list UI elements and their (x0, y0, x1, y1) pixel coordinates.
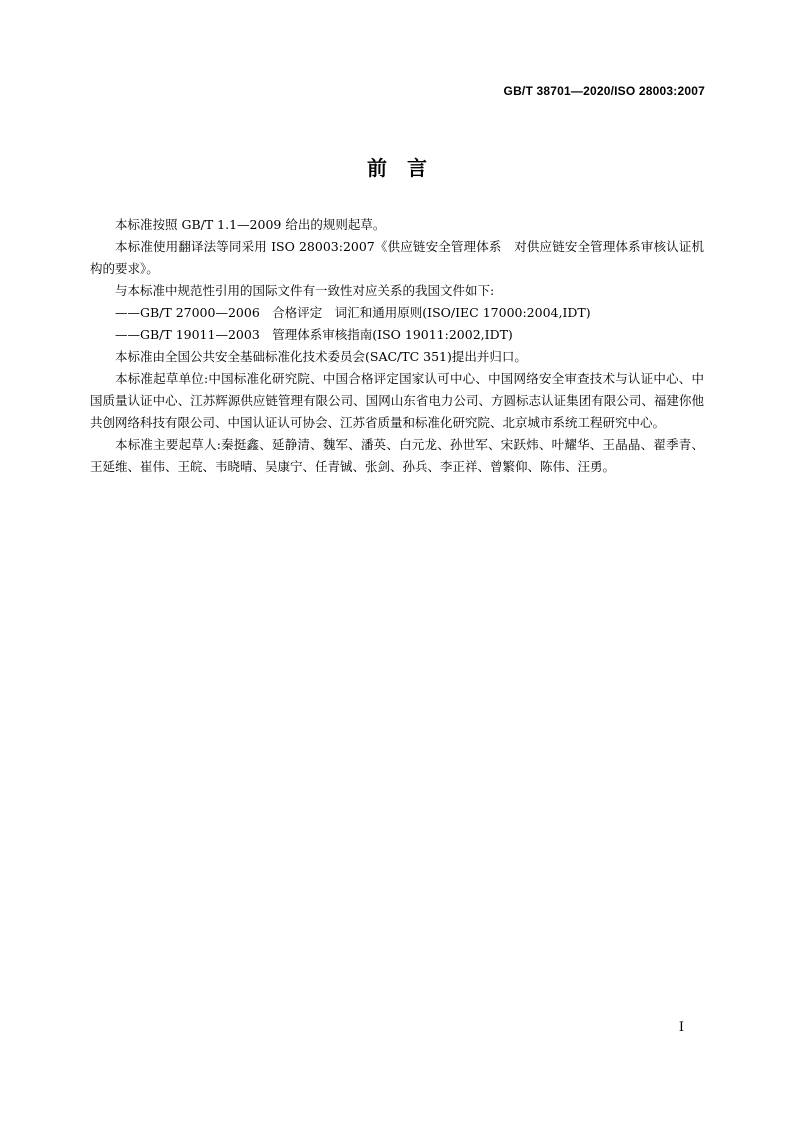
paragraph-drafting-rules: 本标准按照 GB/T 1.1—2009 给出的规则起草。 (115, 217, 386, 232)
paragraph-drafting-units: 本标准起草单位:中国标准化研究院、中国合格评定国家认可中心、中国网络安全审查技术与认证中心、中国质量认证中心、江苏辉源供应链管理有限公司、国网山东省电力公司、方圆标志认证集团有限公司、福建你他共创网络科技有限公司、中国认证认可协会、江苏省质量和标准化研究院、北京城市系统工程研究中心。 (90, 371, 704, 430)
paragraph-proposer: 本标准由全国公共安全基础标准化技术委员会(SAC/TC 351)提出并归口。 (115, 349, 527, 364)
paragraph-correspondence-intro: 与本标准中规范性引用的国际文件有一致性对应关系的我国文件如下: (115, 283, 495, 298)
page-title: 前 言 (367, 156, 427, 180)
paragraph-reference-1: ——GB/T 27000—2006 合格评定 词汇和通用原则(ISO/IEC 17000:2004,IDT) (115, 305, 591, 320)
document-body (90, 214, 704, 478)
paragraph-adoption: 本标准使用翻译法等同采用 ISO 28003:2007《供应链安全管理体系 对供应链安全管理体系审核认证机构的要求》。 (90, 239, 704, 276)
paragraph-drafters: 本标准主要起草人:秦挺鑫、延静清、魏军、潘英、白元龙、孙世军、宋跃炜、叶耀华、王晶晶、翟季青、王延维、崔伟、王皖、韦晓晴、吴康宁、任青铖、张剑、孙兵、李正祥、曾繁仰、陈伟、汪勇。 (90, 437, 704, 474)
paragraph-reference-2: ——GB/T 19011—2003 管理体系审核指南(ISO 19011:2002,IDT) (115, 327, 513, 342)
page-number: I (678, 1020, 684, 1035)
standard-id-header: GB/T 38701—2020/ISO 28003:2007 (503, 84, 705, 98)
